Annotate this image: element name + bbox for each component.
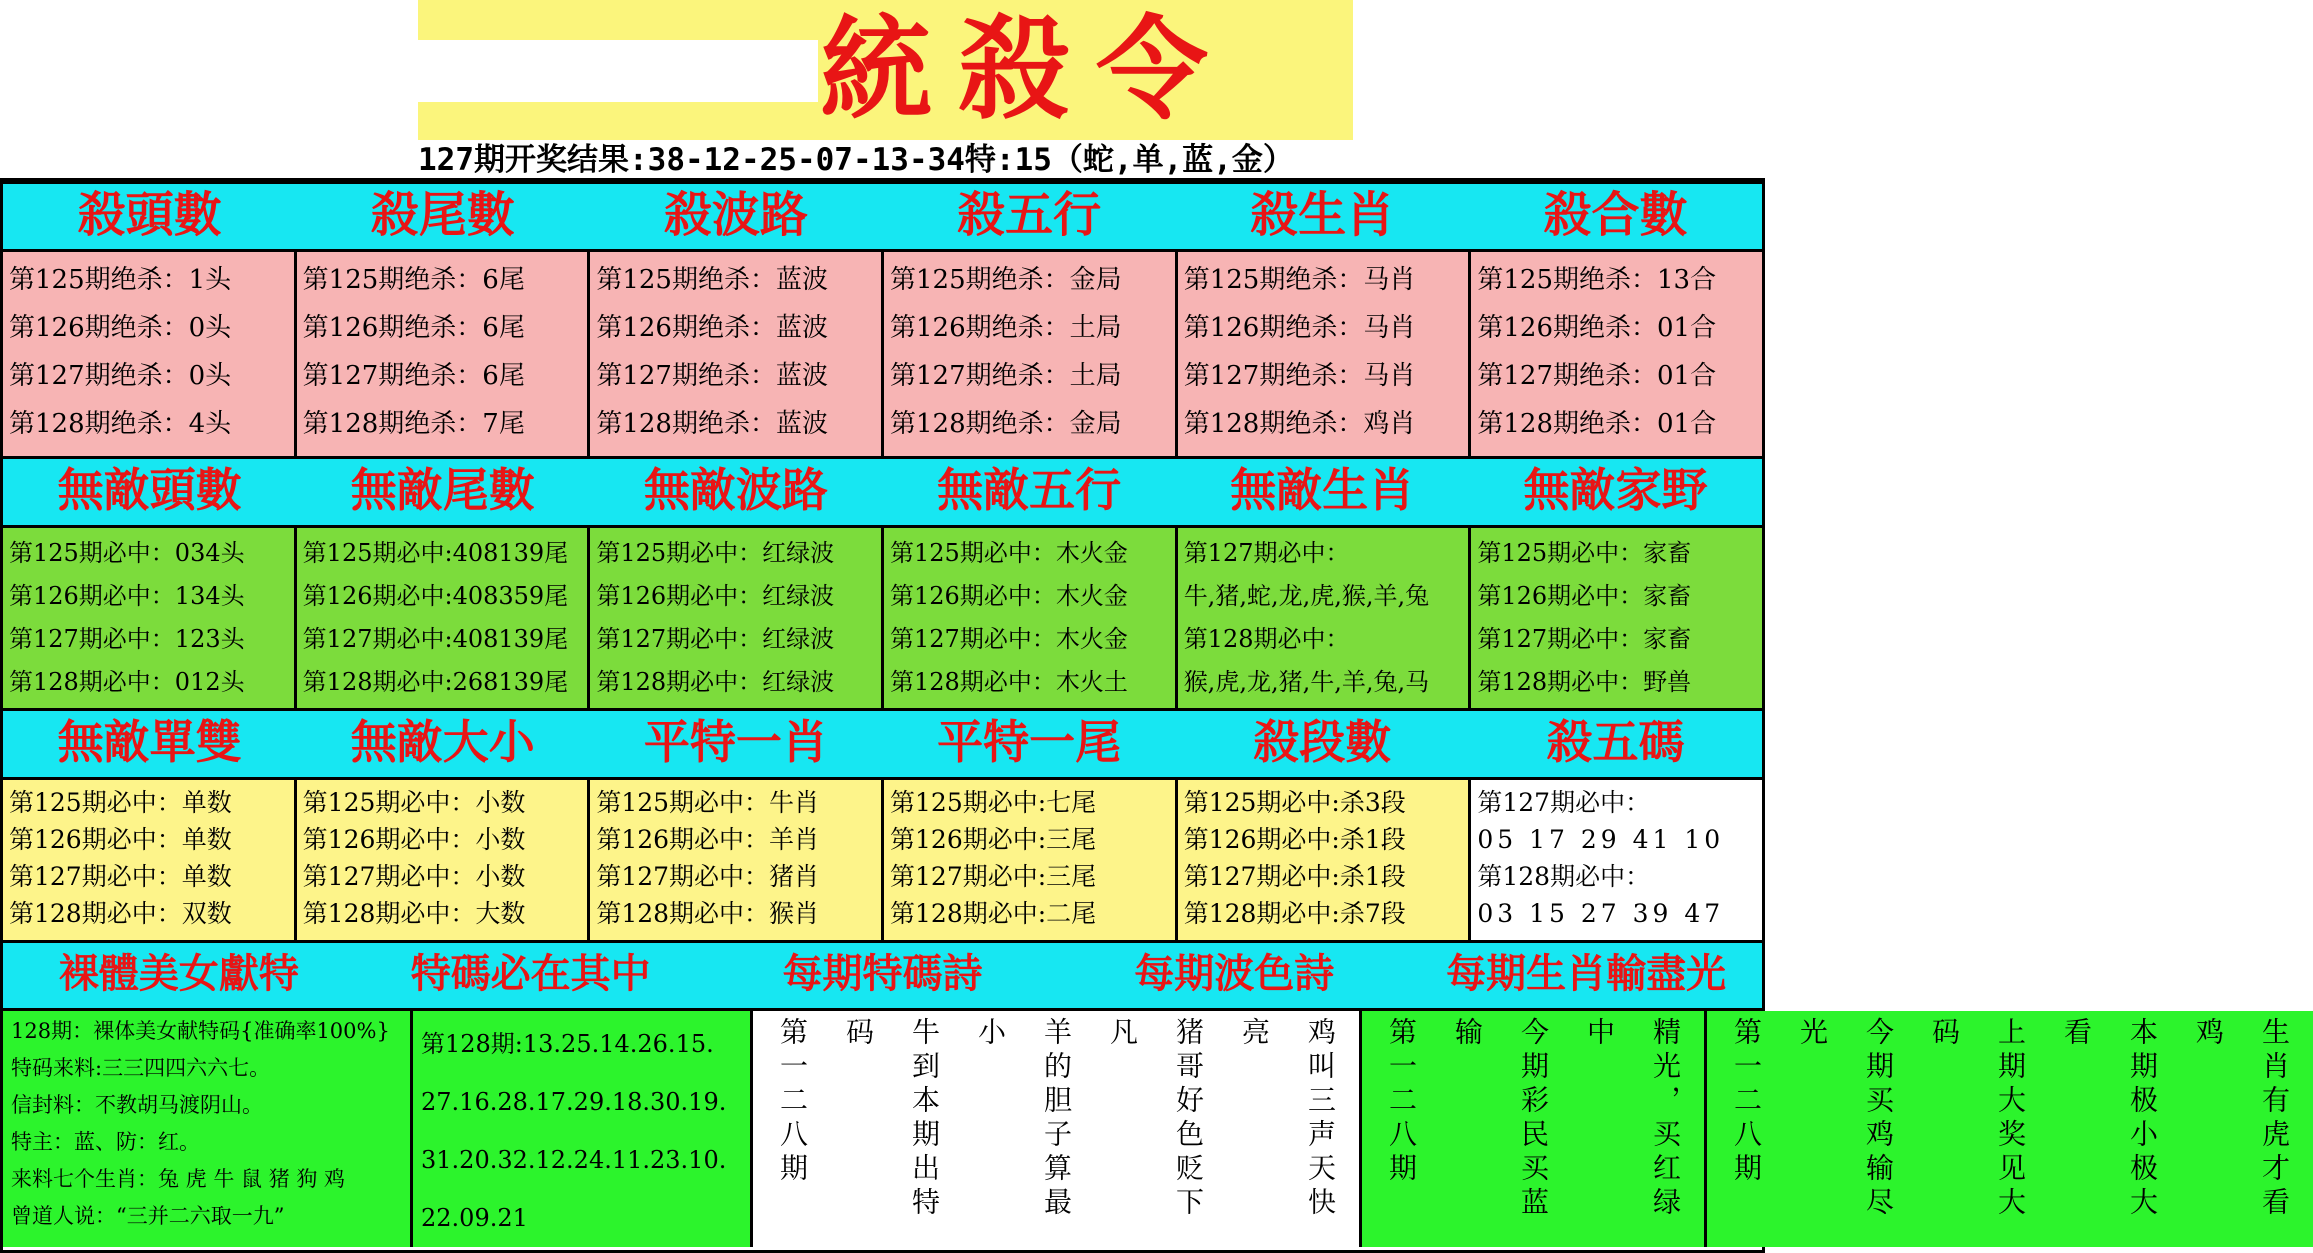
col-sure-element — [884, 528, 1178, 708]
list-item: 第125期绝杀：1头 — [9, 265, 232, 295]
section3-body — [3, 780, 1762, 943]
list-item: 31.20.32.12.24.11.23.10. — [421, 1146, 727, 1174]
list-item: 第127期必中:三尾 — [890, 862, 1097, 891]
list-item: 第128期必中： — [1477, 862, 1651, 891]
list-item: 第126期必中：单数 — [9, 825, 232, 854]
list-item: 03 15 27 39 47 — [1477, 899, 1725, 928]
col-kill-tail — [297, 252, 591, 456]
header-kill-zodiac: 殺生肖 — [1250, 187, 1395, 243]
list-item: 第127期必中： — [1183, 539, 1350, 567]
list-item: 第125期必中：牛肖 — [596, 788, 820, 817]
col-kill-element — [884, 252, 1178, 456]
header-poem-wave: 每期波色詩 — [1134, 951, 1335, 997]
list-item: 第126期绝杀：蓝波 — [596, 313, 828, 343]
header-poem-code: 每期特碼詩 — [782, 951, 983, 997]
poem-line: 猪哥好色贬下凡 — [1106, 1017, 1205, 1221]
list-item: 第127期必中:杀1段 — [1183, 862, 1406, 891]
list-item: 第128期必中：012头 — [9, 668, 245, 696]
list-item: 第127期绝杀：01合 — [1477, 361, 1717, 391]
col-poem-code — [753, 1011, 1362, 1247]
col-sure-wave — [590, 528, 884, 708]
draw-result: 127期开奖结果:38-12-25-07-13-34特:15（蛇,单,蓝,金） — [418, 142, 1294, 178]
poem-line: 第一二八期 — [1385, 1017, 1418, 1187]
list-item: 05 17 29 41 10 — [1477, 825, 1725, 854]
list-item: 第127期必中：家畜 — [1477, 625, 1692, 653]
list-item: 22.09.21 — [421, 1204, 528, 1232]
list-item: 第128期必中：红绿波 — [596, 668, 835, 696]
header-odd-even: 無敵單雙 — [57, 715, 242, 769]
section1-body — [3, 252, 1762, 459]
poem-line: 生肖有虎才看鸡 — [2192, 1017, 2291, 1221]
list-item: 第127期绝杀：蓝波 — [596, 361, 828, 391]
col-kill-five — [1471, 780, 1762, 940]
list-item: 第126期绝杀：01合 — [1477, 313, 1717, 343]
list-item: 第128期绝杀：金局 — [890, 409, 1122, 439]
list-item: 第127期必中：小数 — [302, 862, 526, 891]
list-item: 特主：蓝、防：红。 — [11, 1130, 200, 1154]
col-kill-head — [3, 252, 297, 456]
list-item: 第126期必中：羊肖 — [596, 825, 820, 854]
col-poem-zodiac — [1707, 1011, 2313, 1247]
list-item: 第128期必中：双数 — [9, 899, 232, 928]
list-item: 第127期必中：木火金 — [890, 625, 1128, 653]
poem-line: 第一二八期 — [1730, 1017, 1763, 1187]
list-item: 第125期绝杀：马肖 — [1183, 265, 1416, 295]
list-item: 第125期绝杀：6尾 — [302, 265, 525, 295]
header-flat-zodiac: 平特一肖 — [643, 715, 828, 769]
col-kill-segment — [1178, 780, 1472, 940]
list-item: 第128期必中：野兽 — [1477, 668, 1692, 696]
page-title: 統殺令 — [820, 4, 1234, 135]
list-item: 第125期绝杀：蓝波 — [596, 265, 828, 295]
section2-body — [3, 528, 1762, 711]
list-item: 第125期必中：红绿波 — [596, 539, 835, 567]
list-item: 27.16.28.17.29.18.30.19. — [421, 1088, 727, 1116]
list-item: 曾道人说：“三并二六取一九” — [11, 1204, 285, 1228]
col-sure-tail — [297, 528, 591, 708]
banner-blank — [418, 40, 818, 102]
col-flat-zodiac — [590, 780, 884, 940]
list-item: 第126期绝杀：6尾 — [302, 313, 525, 343]
list-item: 第128期绝杀：7尾 — [302, 409, 525, 439]
list-item: 猴,虎,龙,猪,牛,羊,兔,马 — [1183, 668, 1430, 696]
col-nude — [3, 1011, 413, 1247]
list-item: 第128期必中:268139尾 — [302, 668, 569, 696]
header-sure-tail: 無敵尾數 — [350, 463, 535, 517]
list-item: 第127期必中：123头 — [9, 625, 245, 653]
poem-line: 第一二八期 — [776, 1017, 809, 1187]
header-kill-tail: 殺尾數 — [370, 187, 515, 243]
list-item: 第127期必中：猪肖 — [596, 862, 820, 891]
list-item: 第128期必中：大数 — [302, 899, 526, 928]
list-item: 第128期必中：木火土 — [890, 668, 1128, 696]
list-item: 第126期必中:408359尾 — [302, 582, 569, 610]
col-poem-wave — [1362, 1011, 1707, 1247]
header-nude: 裸體美女獻特 — [58, 951, 299, 997]
list-item: 第128期必中： — [1183, 625, 1350, 653]
col-kill-wave — [590, 252, 884, 456]
poem-line: 羊的胆子算最小 — [974, 1017, 1073, 1221]
list-item: 第127期绝杀：马肖 — [1183, 361, 1416, 391]
header-kill-head: 殺頭數 — [77, 187, 222, 243]
section4-header — [3, 943, 1762, 1011]
poem-line: 今期买鸡输尽光 — [1796, 1017, 1895, 1221]
list-item: 第127期必中：单数 — [9, 862, 232, 891]
list-item: 第126期必中：小数 — [302, 825, 526, 854]
list-item: 第125期必中:七尾 — [890, 788, 1097, 817]
list-item: 第126期必中：家畜 — [1477, 582, 1692, 610]
list-item: 第126期必中：红绿波 — [596, 582, 835, 610]
list-item: 第128期绝杀：蓝波 — [596, 409, 828, 439]
list-item: 第125期必中：小数 — [302, 788, 526, 817]
list-item: 第127期必中：红绿波 — [596, 625, 835, 653]
header-codes: 特碼必在其中 — [410, 951, 651, 997]
col-sure-zodiac — [1178, 528, 1472, 708]
list-item: 牛,猪,蛇,龙,虎,猴,羊,兔 — [1183, 582, 1430, 610]
poem-line: 鸡叫三声天快亮 — [1238, 1017, 1337, 1221]
header-sure-zodiac: 無敵生肖 — [1230, 463, 1415, 517]
section3-header — [3, 711, 1762, 780]
col-kill-zodiac — [1178, 252, 1472, 456]
header-sure-element: 無敵五行 — [937, 463, 1122, 517]
header-kill-segment: 殺段數 — [1253, 715, 1392, 769]
header-kill-sum: 殺合數 — [1543, 187, 1688, 243]
list-item: 第126期必中:三尾 — [890, 825, 1097, 854]
list-item: 第127期绝杀：6尾 — [302, 361, 525, 391]
header-sure-domestic: 無敵家野 — [1523, 463, 1708, 517]
section4-body — [3, 1011, 2291, 1247]
section2-header — [3, 459, 1762, 528]
list-item: 第128期必中:杀7段 — [1183, 899, 1406, 928]
col-codes — [413, 1011, 753, 1247]
header-kill-element: 殺五行 — [957, 187, 1102, 243]
col-odd-even — [3, 780, 297, 940]
list-item: 第126期绝杀：0头 — [9, 313, 232, 343]
poem-line: 本期极小极大看 — [2060, 1017, 2159, 1221]
list-item: 第128期绝杀：4头 — [9, 409, 232, 439]
header-big-small: 無敵大小 — [350, 715, 535, 769]
list-item: 第125期必中：家畜 — [1477, 539, 1692, 567]
list-item: 第126期必中：木火金 — [890, 582, 1128, 610]
poem-line: 精光，买红绿中 — [1583, 1017, 1682, 1221]
list-item: 第125期绝杀：金局 — [890, 265, 1122, 295]
list-item: 来料七个生肖：兔 虎 牛 鼠 猪 狗 鸡 — [11, 1167, 346, 1191]
col-kill-sum — [1471, 252, 1762, 456]
list-item: 第125期绝杀：13合 — [1477, 265, 1717, 295]
list-item: 第127期必中： — [1477, 788, 1651, 817]
list-item: 第127期绝杀：土局 — [890, 361, 1122, 391]
list-item: 第125期必中：木火金 — [890, 539, 1128, 567]
list-item: 第128期:13.25.14.26.15. — [421, 1030, 714, 1058]
header-flat-tail: 平特一尾 — [937, 715, 1122, 769]
list-item: 第125期必中：034头 — [9, 539, 245, 567]
list-item: 第128期必中:二尾 — [890, 899, 1097, 928]
poem-line: 牛到本期出特码 — [842, 1017, 941, 1221]
list-item: 信封料：不教胡马渡阴山。 — [11, 1093, 263, 1117]
list-item: 第125期必中:杀3段 — [1183, 788, 1406, 817]
list-item: 第126期必中：134头 — [9, 582, 245, 610]
poem-line: 今期彩民买蓝输 — [1451, 1017, 1550, 1221]
col-big-small — [297, 780, 591, 940]
header-kill-five: 殺五碼 — [1546, 715, 1685, 769]
list-item: 128期：裸体美女献特码{准确率100%} — [11, 1019, 390, 1043]
main-table — [0, 178, 2291, 1253]
list-item: 第126期绝杀：马肖 — [1183, 313, 1416, 343]
section1-header — [3, 181, 1762, 252]
col-flat-tail — [884, 780, 1178, 940]
list-item: 第125期必中：单数 — [9, 788, 232, 817]
list-item: 第125期必中:408139尾 — [302, 539, 569, 567]
col-sure-domestic — [1471, 528, 1762, 708]
list-item: 特码来料:三三四四六六七。 — [11, 1056, 271, 1080]
list-item: 第128期绝杀：鸡肖 — [1183, 409, 1416, 439]
list-item: 第127期绝杀：0头 — [9, 361, 232, 391]
list-item: 第128期必中：猴肖 — [596, 899, 820, 928]
list-item: 第126期绝杀：土局 — [890, 313, 1122, 343]
header-sure-wave: 無敵波路 — [643, 463, 828, 517]
header-kill-wave: 殺波路 — [663, 187, 808, 243]
header-poem-zodiac: 每期生肖輸盡光 — [1446, 951, 1727, 997]
col-sure-head — [3, 528, 297, 708]
list-item: 第127期必中:408139尾 — [302, 625, 569, 653]
list-item: 第126期必中:杀1段 — [1183, 825, 1406, 854]
header-sure-head: 無敵頭數 — [57, 463, 242, 517]
list-item: 第128期绝杀：01合 — [1477, 409, 1717, 439]
poem-line: 上期大奖见大码 — [1928, 1017, 2027, 1221]
